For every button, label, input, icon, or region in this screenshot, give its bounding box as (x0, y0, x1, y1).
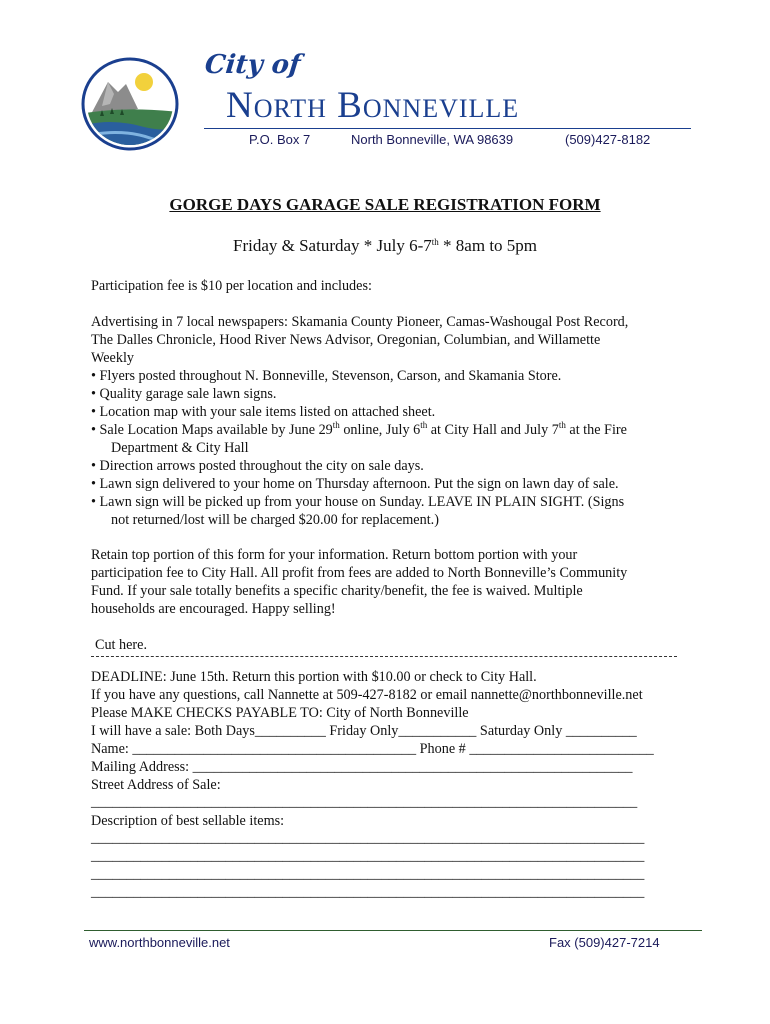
name-phone-field[interactable]: Name: ________________________________________ Phone # __________________________ (91, 741, 654, 757)
city-phone: (509)427-8182 (565, 132, 651, 147)
bullet-location-map: • Location map with your sale items listed on attached sheet. (91, 404, 436, 420)
footer-divider (84, 930, 702, 931)
retain-line-1: Retain top portion of this form for your information. Return bottom portion with your (91, 547, 578, 563)
description-line-3[interactable]: ______________________________________________________________________________ (91, 866, 645, 882)
city-of-label: City of (203, 50, 302, 80)
advertising-line-3: Weekly (91, 350, 134, 366)
street-address-label: Street Address of Sale: (91, 777, 221, 793)
bullet-direction-arrows: • Direction arrows posted throughout the city on sale days. (91, 458, 424, 474)
questions-text: If you have any questions, call Nannette at 509-427-8182 or email nannette@northbonneville.net (91, 687, 643, 703)
deadline-text: DEADLINE: June 15th. Return this portion with $10.00 or check to City Hall. (91, 669, 537, 685)
event-dates: Friday & Saturday * July 6-7th * 8am to 5pm (232, 236, 538, 255)
retain-line-2: participation fee to City Hall. All profit from fees are added to North Bonneville’s Community (91, 565, 628, 581)
bullet-sign-pickup-cont: not returned/lost will be charged $20.00 for replacement.) (111, 512, 439, 528)
form-title: GORGE DAYS GARAGE SALE REGISTRATION FORM (169, 195, 601, 214)
description-line-4[interactable]: ______________________________________________________________________________ (91, 884, 645, 900)
bullet-sign-pickup: • Lawn sign will be picked up from your house on Sunday. LEAVE IN PLAIN SIGHT. (Signs (91, 494, 625, 510)
sale-days-field[interactable]: I will have a sale: Both Days__________ Friday Only___________ Saturday Only __________ (91, 723, 637, 739)
checks-payable-text: Please MAKE CHECKS PAYABLE TO: City of North Bonneville (91, 705, 469, 721)
description-label: Description of best sellable items: (91, 813, 285, 829)
city-seal-logo-icon (80, 54, 180, 154)
cut-here-label: Cut here. (95, 637, 148, 653)
mailing-address-field[interactable]: Mailing Address: ______________________________________________________________ (91, 759, 633, 775)
header-divider (204, 128, 691, 129)
advertising-line-1: Advertising in 7 local newspapers: Skamania County Pioneer, Camas-Washougal Post Record, (91, 314, 629, 330)
description-line-2[interactable]: ______________________________________________________________________________ (91, 848, 645, 864)
bullet-sign-delivery: • Lawn sign delivered to your home on Thursday afternoon. Put the sign on lawn day of sale. (91, 476, 619, 492)
street-address-field[interactable]: _____________________________________________________________________________ (91, 794, 638, 810)
bullet-sale-maps-cont: Department & City Hall (111, 440, 249, 456)
cut-line (91, 656, 677, 657)
footer-fax: Fax (509)427-7214 (549, 935, 660, 950)
footer-website: www.northbonneville.net (89, 935, 230, 950)
intro-text: Participation fee is $10 per location and includes: (91, 278, 372, 294)
bullet-flyers: • Flyers posted throughout N. Bonneville, Stevenson, Carson, and Skamania Store. (91, 368, 562, 384)
retain-line-3: Fund. If your sale totally benefits a specific charity/benefit, the fee is waived. Multiple (91, 583, 583, 599)
bullet-sale-maps: • Sale Location Maps available by June 29th online, July 6th at City Hall and July 7th at the Fire (91, 420, 627, 438)
description-line-1[interactable]: ______________________________________________________________________________ (91, 830, 645, 846)
advertising-line-2: The Dalles Chronicle, Hood River News Advisor, Oregonian, Columbian, and Willamette (91, 332, 601, 348)
retain-line-4: households are encouraged. Happy selling! (91, 601, 336, 617)
city-name-heading: North Bonneville (226, 85, 520, 126)
bullet-lawn-signs: • Quality garage sale lawn signs. (91, 386, 277, 402)
city-address: North Bonneville, WA 98639 (351, 132, 514, 147)
po-box: P.O. Box 7 (249, 132, 311, 147)
